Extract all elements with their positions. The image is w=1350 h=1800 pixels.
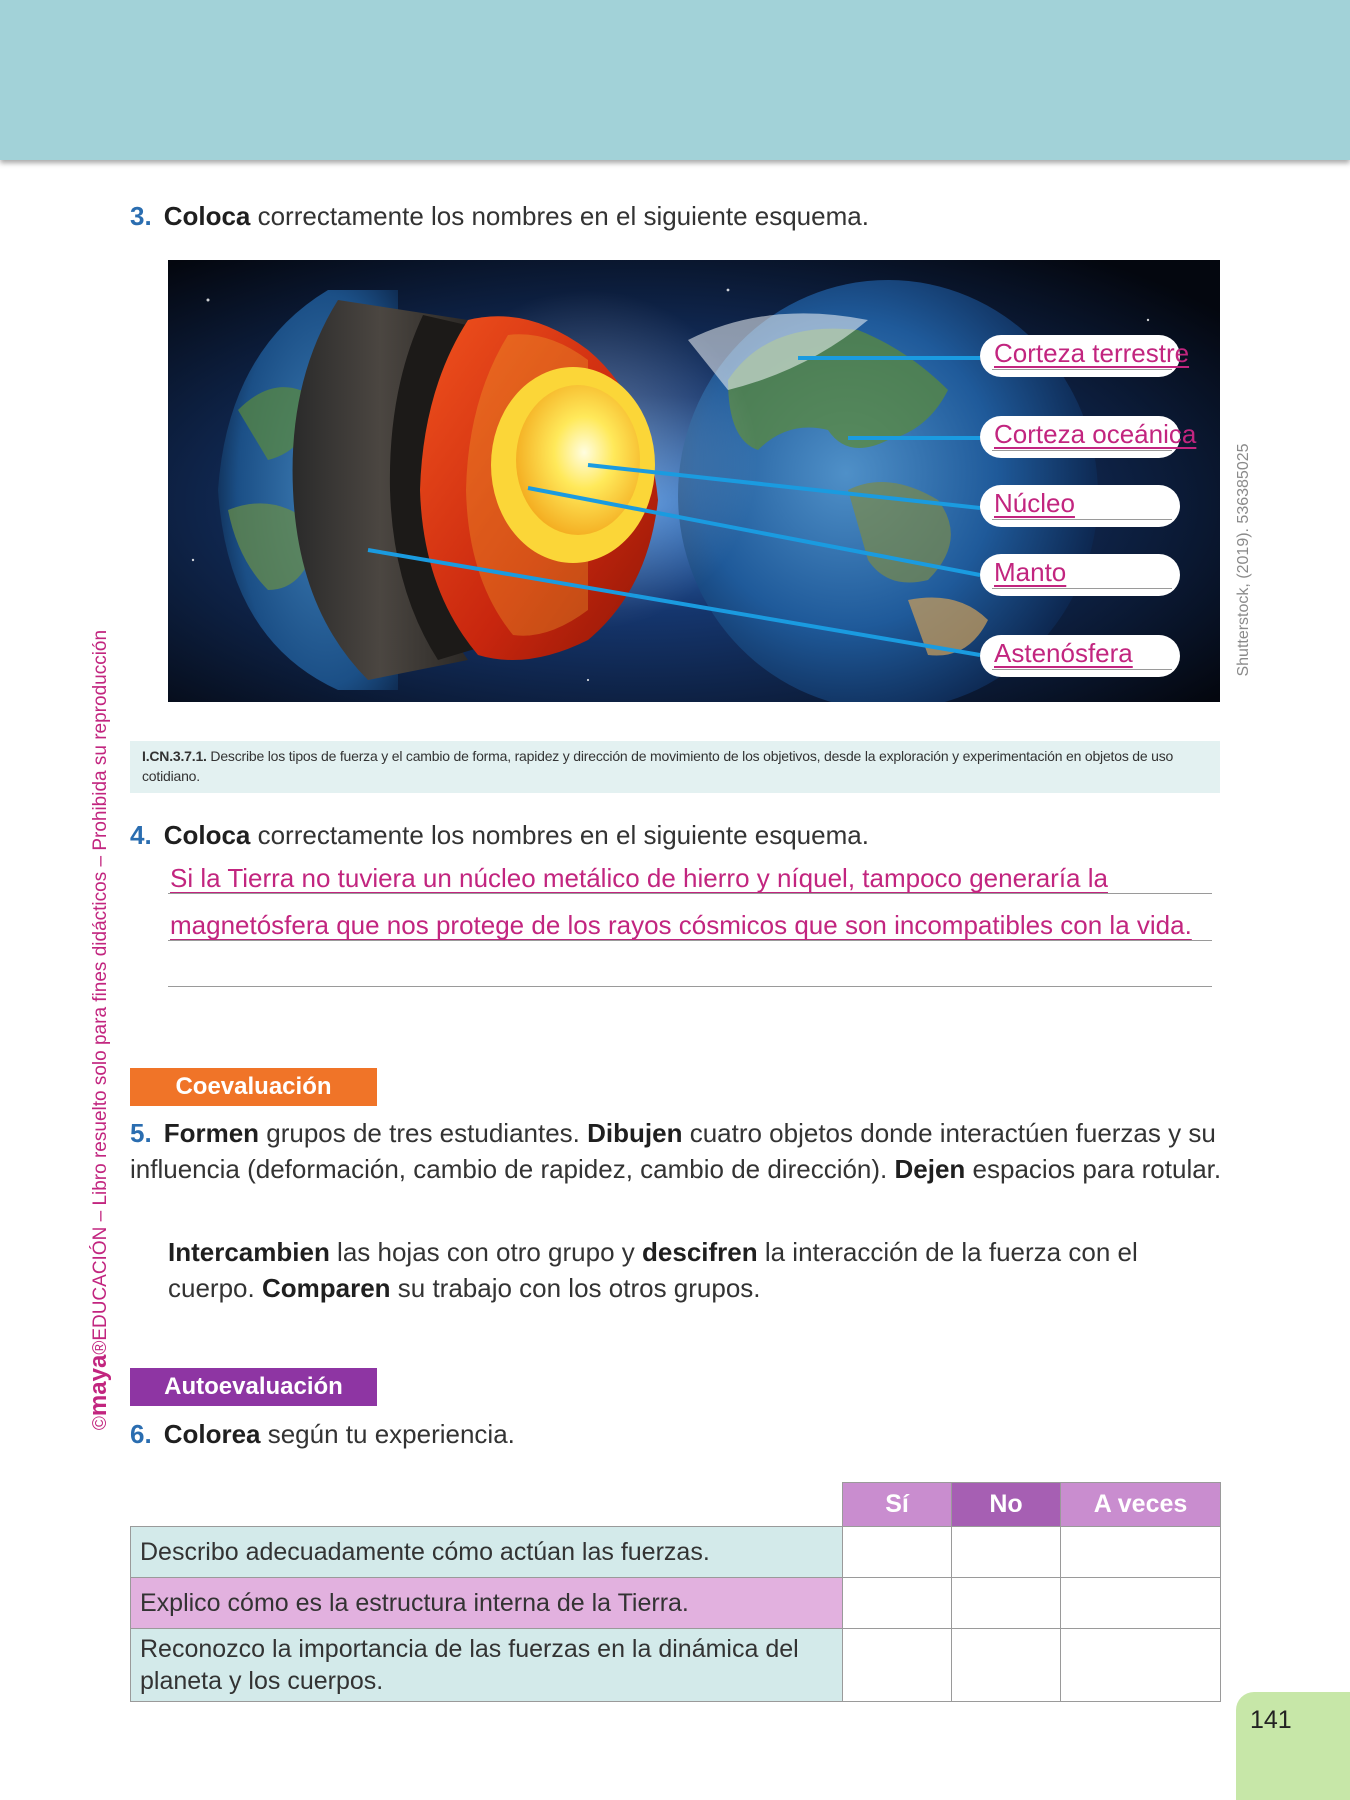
- indicator-code: I.CN.3.7.1.: [142, 748, 207, 764]
- answer-text: Astenósfera: [994, 638, 1133, 668]
- label-box-corteza-oceanica[interactable]: [980, 416, 1197, 458]
- question-number: 4.: [130, 820, 152, 850]
- cell-si[interactable]: [843, 1578, 952, 1629]
- answer-text: Corteza oceánica: [994, 419, 1197, 449]
- answer-text: Manto: [994, 557, 1067, 587]
- writing-line-empty[interactable]: [168, 986, 1212, 987]
- header-band: [0, 0, 1350, 160]
- column-si: Sí: [843, 1483, 952, 1527]
- copyright-notice: ©maya®EDUCACIÓN – Libro resuelto solo para fines didácticos – Prohibida su reproducción: [85, 629, 112, 1431]
- column-no: No: [952, 1483, 1061, 1527]
- indicator-box: I.CN.3.7.1. Describe los tipos de fuerza y el cambio de forma, rapidez y dirección de movimiento de los objetivos, desde la exploración y experimentación en objetos de uso cotidiano.: [130, 741, 1220, 793]
- question-number: 6.: [130, 1419, 152, 1449]
- coevaluacion-tag: Coevaluación: [130, 1068, 377, 1106]
- photo-credit: Shutterstock, (2019). 536385025: [1235, 443, 1252, 677]
- row-description: Reconozco la importancia de las fuerzas en la dinámica del planeta y los cuerpos.: [131, 1629, 843, 1702]
- page-number-tab: [1236, 1692, 1350, 1800]
- earth-layers-diagram: [168, 260, 1220, 702]
- autoevaluacion-tag: Autoevaluación: [130, 1368, 377, 1406]
- row-description: Explico cómo es la estructura interna de la Tierra.: [131, 1578, 843, 1629]
- answer-text: Núcleo: [994, 488, 1075, 518]
- question-number: 5.: [130, 1118, 152, 1148]
- cell-no[interactable]: [952, 1629, 1061, 1702]
- table-header-row: [131, 1483, 1221, 1527]
- writing-line: [168, 893, 1212, 894]
- writing-line: [168, 940, 1212, 941]
- column-a-veces: A veces: [1061, 1483, 1221, 1527]
- cell-a-veces[interactable]: [1061, 1527, 1221, 1578]
- instruction-verb: Coloca: [163, 201, 251, 231]
- question-5: 5. Formen grupos de tres estudiantes. Dibujen cuatro objetos donde interactúen fuerzas y su influencia (deformación, cambio de rapidez, cambio de dirección). Dejen espacios para rotular.: [130, 1118, 1222, 1184]
- table-row: [131, 1629, 1221, 1702]
- cell-a-veces[interactable]: [1061, 1629, 1221, 1702]
- cell-si[interactable]: [843, 1629, 952, 1702]
- table-row: [131, 1527, 1221, 1578]
- cell-no[interactable]: [952, 1527, 1061, 1578]
- answer-line-1[interactable]: Si la Tierra no tuviera un núcleo metálico de hierro y níquel, tampoco generaría la: [170, 863, 1108, 893]
- answer-text: Corteza terrestre: [994, 338, 1190, 368]
- self-evaluation-table: [130, 1482, 1221, 1702]
- row-description: Describo adecuadamente cómo actúan las fuerzas.: [131, 1527, 843, 1578]
- brand-logo: maya: [85, 1354, 112, 1417]
- answer-line-2[interactable]: magnetósfera que nos protege de los rayos cósmicos que son incompatibles con la vida.: [170, 910, 1192, 940]
- label-box-astenosfera[interactable]: [980, 635, 1180, 677]
- cell-a-veces[interactable]: [1061, 1578, 1221, 1629]
- table-row: [131, 1578, 1221, 1629]
- cell-no[interactable]: [952, 1578, 1061, 1629]
- label-box-nucleo[interactable]: [980, 485, 1180, 527]
- page-number: 141: [1250, 1706, 1292, 1734]
- instruction-verb: Coloca: [163, 820, 251, 850]
- label-box-corteza-terrestre[interactable]: [980, 335, 1190, 377]
- question-4: 4. Coloca correctamente los nombres en el siguiente esquema.: [130, 820, 869, 850]
- instruction-verb: Colorea: [163, 1419, 261, 1449]
- cell-si[interactable]: [843, 1527, 952, 1578]
- question-6: 6. Colorea según tu experiencia.: [130, 1419, 515, 1449]
- label-box-manto[interactable]: [980, 554, 1180, 596]
- question-number: 3.: [130, 201, 152, 231]
- question-3: 3. Coloca correctamente los nombres en el siguiente esquema.: [130, 201, 869, 231]
- question-5-continued: Intercambien las hojas con otro grupo y descifren la interacción de la fuerza con el cuerpo. Comparen su trabajo con los otros grupos.: [168, 1237, 1138, 1303]
